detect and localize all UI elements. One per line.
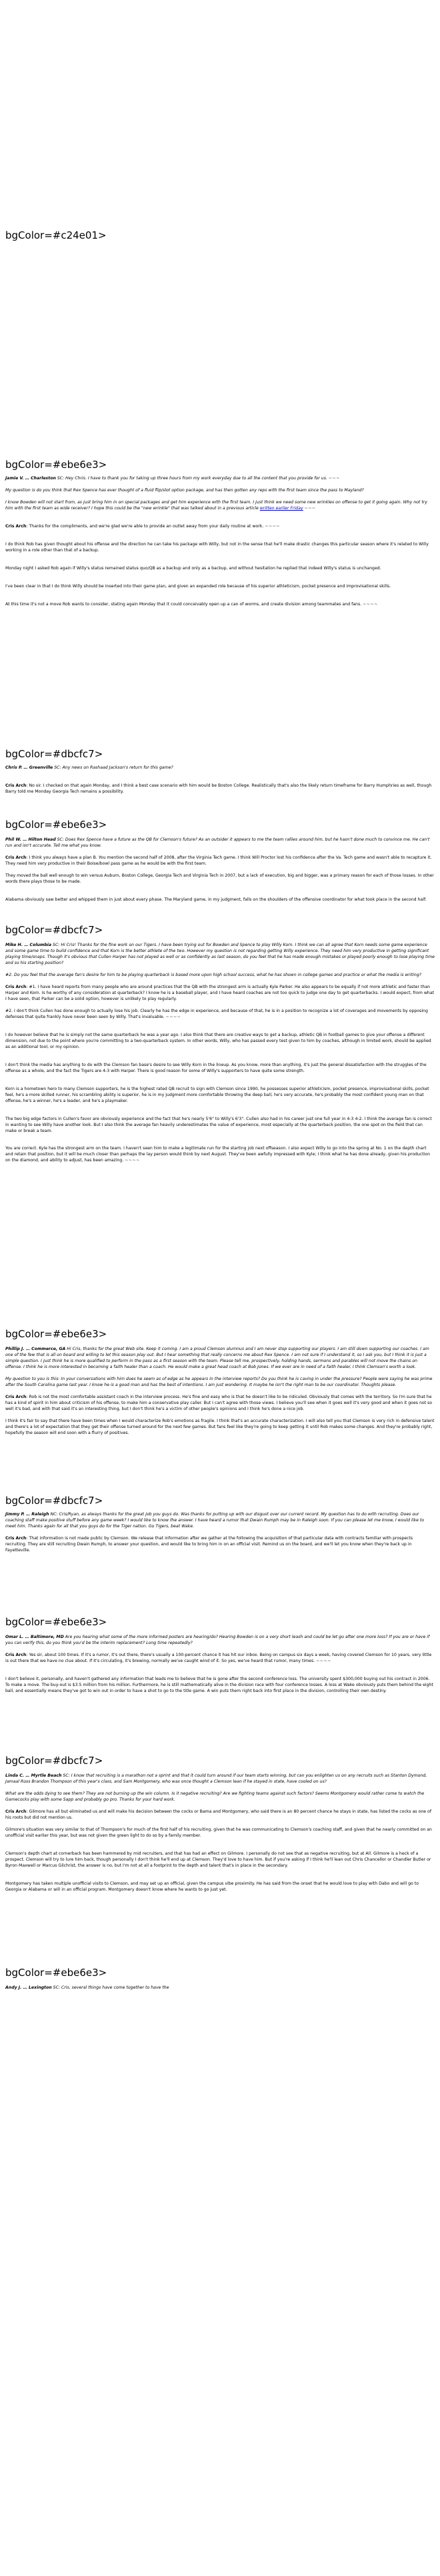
question: Mike H. … Columbia SC: Hi Cris! Thanks for the fine work on our Tigers. I have been trying out for Bowden and Spence to play Willy Korn. I think we can all agree that Korn needs some game experience and some game time to build confidence and that Korn is the better athlete of the two. However my question is not regarding getting Willy experience. They need him very productive in getting significant playing time/snaps. Though it's obvious that Cullen Harper has not played as well or as confidently as last season, do you feel that he has made enough mistakes or played poorly enough to lose playing time and so his starting position? — [5, 943, 435, 965]
qa-block-2 — [0, 765, 440, 795]
answer: Cris Arch: Thanks for the compliments, and we're glad we're able to provide an outlet away from your daily routine at work. ~~~~ — [5, 523, 281, 529]
bgcolor-heading-4 — [5, 820, 107, 830]
asker-name: Chris P. … Greenville — [5, 765, 53, 770]
bgcolor-heading-6 — [5, 1329, 107, 1339]
bgcolor-heading-1 — [5, 231, 107, 241]
answer-paragraph: Alabama obviously saw better and whipped them in just about every phase. The Maryland game, in my judgment, falls on the shoulders of the offensive coordinator for what took place in the second half. — [5, 897, 427, 902]
bgcolor-text: bgColor=#dbcfc7> — [5, 1495, 103, 1507]
qa-block-8 — [0, 1773, 440, 1893]
answer-paragraph: Montgomery has taken multiple unofficial visits to Clemson, and may set up an official, given the campus vibe proximity. He has said from the onset that he would love to play with Dabo and will go to Georgia or Alabama or will in an official program. Montgomery doesn't know where he wants to go just yet. — [5, 1881, 419, 1892]
question-continued: What are the odds dying to see them? They are not burning up the win column. Is it negative recruiting? Are we fighting teams against such factors? Seems Montgomery would rather come to watch the Gamecocks play with some Sapp and probably go pro. Thanks for your hard work. — [5, 1791, 425, 1802]
article-link[interactable]: written earlier Friday — [259, 505, 303, 511]
qa-block-9 — [0, 1985, 440, 1991]
bgcolor-text: bgColor=#dbcfc7> — [5, 924, 103, 936]
answer: Cris Arch: Gilmore has all but eliminated us and will make his decision between the cocks or Bama and Montgomery, who said there is an 80 percent chance he stays in state, has listed the cocks as one of his roots but did not mention us. — [5, 1809, 432, 1820]
answer-paragraph: Clemson's depth chart at cornerback has been hammered by mid recruiters, and that has had an effect on Gilmore. I personally do not see that as negative recruiting, but at All. Gilmore is a heck of a prospect. Clemson will try to lure him back, though personally I don't think he'll end up at Clemson. They'd love to have him. But if you're asking if I think he'll lean out Chris Chancellor or Chandler Butler or Byron Maxwell or Marcus Gilchrist, the answer is no, but I'm not at all a footprint to the depth and talent that's in place in the secondary. — [5, 1851, 431, 1868]
asker-name: Linda C. … Myrtle Beach — [5, 1773, 62, 1778]
bgcolor-text: bgColor=#dbcfc7> — [5, 1755, 103, 1767]
answer-paragraph: Gilmore's situation was very similar to that of Thompson's for much of the first half of his recruiting, given that he was communicating to Clemson's coaching staff, and given that he nearly committed on an unofficial visit earlier this year, but was not given the green light to do so by a family member. — [5, 1827, 432, 1838]
answerer-name: Cris Arch — [5, 1809, 27, 1814]
question-continued: #2. Do you feel that the average fan's desire for him to be playing quarterback is based more upon high school success, what he has shown in college games and practice or what the media is writing? — [5, 972, 422, 977]
answer-paragraph: Monday night I asked Rob again if Willy's status remained status quo/QB as a backup and only as a backup, and without hesitation he replied that indeed Willy's status is unchanged. — [5, 565, 381, 571]
answerer-name: Cris Arch — [5, 984, 27, 989]
question: Jimmy P. … Raleigh NC: Cris/Ryan, as always thanks for the great job you guys do. Was thanks for putting up with our disgust over our current record. My question has to do with recruiting. Does our coaching staff make positive stuff before any game week? I would like to know the answer. I have heard a rumor that Dwain Rumph may be in Raleigh soon. If you can please let me know, I would like to meet him. Thanks again for all that you guys do for the Tiger nation. Go Tigers, beat Wake. — [5, 1512, 425, 1529]
answerer-name: Cris Arch — [5, 855, 27, 860]
question-continued: My question is do you think that Rex Spence has ever thought of a fluid flip/slot option package, and has then gotten any reps with the first team since the pass to Mayland? — [5, 487, 364, 493]
question: Chris P. … Greenville SC: Any news on Rashaad Jackson's return for this game? — [5, 765, 173, 770]
answer-paragraph: I think it's fair to say that there have been times when I would characterize Rob's emotions as fragile. I think that's an accurate characterization. I will also tell you that Clemson is very rich in defensive talent and there's a lot of expectation that they get their offense turned around for the next few games. But fans feel like they're going to keep getting it until Rob makes some changes. And they're probably right, hopefully the season will end soon with a flurry of positives. — [5, 1418, 435, 1435]
qa-block-7 — [0, 1635, 440, 1695]
question: Phillip J. … Commerce, GA Hi Cris, thanks for the great Web site. Keep it coming. I am a proud Clemson alumnus and I am never stop supporting our players. I am still down supporting our coaches. I am one of the few that is all on board and willing to let this season play out. But I hear something that really concerns me about Rex Spence. I am not sure if I understand it, so I ask you, but I think it is just a simple question. I just think he is more qualified to perform in the pass as a first season with the team. Please tell me, prospectively, holding hands, sermons and parables will not move the chains on offense. I think he is more interested in becoming a faith healer than a coach. He would make a great head coach at Bob Jones. If we ever are in need of a faith healer, I think Clemson's worth a look. — [5, 1347, 429, 1369]
answer: Cris Arch: That information is not made public by Clemson. We release that information after we gather at the following the acquisition of that particular data with contracts familiar with prospects recruiting. They are still recruiting Dwain Rumph, to answer your question, and would like to bring him in on an official visit. Remind us on the board, and we'll let you know when they're back up in Fayetteville. — [5, 1535, 413, 1553]
answer: Cris Arch: #1. I have heard reports from many people who are around practices that the QB with the strongest arm is actually Kyle Parker. He also appears to be equally if not more athletic and faster than Harper and Korn. Is he worthy of any consideration at quarterback? I know he is a baseball player, and I have heard coaches are not too quick to judge one day to get quarterbacks. I would expect, from what I have seen, that Parker can be a solid option, however is unlikely to play regularly. — [5, 984, 435, 1001]
answerer-name: Cris Arch — [5, 1394, 27, 1399]
answerer-name: Cris Arch — [5, 1652, 27, 1657]
bgcolor-heading-8 — [5, 1617, 107, 1627]
answer-paragraph: #2. I don't think Cullen has done enough to actually lose his job. Clearly he has the edge in experience, and because of that, he is in a position to recognize a lot of coverages and movements by opposing defenses that quite frankly have never been seen by Willy. That's invaluable. ~~~~ — [5, 1008, 428, 1019]
answerer-name: Cris Arch — [5, 783, 27, 788]
bgcolor-heading-7 — [5, 1496, 103, 1506]
bgcolor-text: bgColor=#ebe6e3> — [5, 1616, 107, 1628]
question-text: SC: Hey Chris. I have to thank you for taking up three hours from my work everyday due to all the content that you provide for us. — [57, 476, 327, 481]
answer-paragraph: Korn is a hometown hero to many Clemson supporters, he is the highest rated QB recruit to sign with Clemson since 1990, he possesses superior athleticism, pocket presence, improvisational skills, pocket feel, he's a more skilled runner, his scrambling ability is superior, he is in my judgment more comfortable throwing the deep ball, he's very accurate, he's probably the most confident young man on that offense, he's a winner, he's a leader, and he's a playmaker. — [5, 1086, 429, 1103]
qa-block-5 — [0, 1347, 440, 1437]
answer-paragraph: You are correct. Kyle has the strongest arm on the team. I haven't seen him to make a legitimate run for the starting job next offseason. I also expect Willy to go into the spring at No. 1 on the depth chart and retain that position, but it will be much closer than perhaps the lay person would think by next August. They've been awfully impressed with Kyle; I think what he has done already, given his production on the diamond, and ability to adjust, has been amazing. ~~~~ — [5, 1146, 431, 1163]
answer: Cris Arch: No sir. I checked on that again Monday, and I think a best case scenario with him would be Boston College. Realistically that's also the likely return timeframe for Barry Humphries as well, though Barry told me Monday Georgia Tech remains a possibility. — [5, 783, 432, 794]
answer-paragraph: I've been clear in that I do think Willy should be inserted into their game plan, and given an expanded role because of his superior athleticism, pocket presence and improvisational skills. — [5, 583, 391, 589]
bgcolor-text: bgColor=#c24e01> — [5, 229, 107, 241]
question: Omar L. … Baltimore, MD Are you hearing what some of the more informed posters are hearing/do? Hearing Bowden is on a very short leash and could be let go after one more loss? If you are or have if you can verify this, do you think you'd be the interim replacement? Long time repeatedly? — [5, 1635, 430, 1645]
answer-paragraph: I do however believe that he is simply not the same quarterback he was a year ago. I also think that there are creative ways to get a backup, athletic QB in football games to give your offense a different dimension, not due to the point where you're committing to a two-quarterback system. In other words, Willy, who has passed every test given to him by coaches, although in limited work, should be applied as an additional tool, or my opinion. — [5, 1032, 431, 1049]
asker-name: Phillip J. … Commerce, GA — [5, 1347, 66, 1351]
answerer-name: Cris Arch — [5, 1535, 27, 1541]
question: Andy J. … Lexington SC: Cris, several things have come together to have the — [5, 1985, 169, 1990]
separator: ~~~ — [328, 476, 340, 481]
bgcolor-text: bgColor=#ebe6e3> — [5, 1967, 107, 1979]
asker-name: Mike H. … Columbia — [5, 943, 52, 947]
answer-paragraph: I do think Rob has given thought about his offense and the direction he can take his package with Willy, but not in the sense that he'll make drastic changes this particular season where it's related to Willy working in a role other than that of a backup. — [5, 541, 429, 553]
asker-name: Jimmy P. … Raleigh — [5, 1512, 49, 1517]
question — [5, 476, 435, 482]
bgcolor-text: bgColor=#dbcfc7> — [5, 748, 103, 760]
asker-name: Phil W. … Hilton Head — [5, 837, 56, 842]
question: Phil W. … Hilton Head SC: Does Rex Spence have a future as the QB for Clemson's future? As an outsider it appears to me the team rallies around him, but he hasn't done much to convince me. He can't run and isn't accurate. Tell me what you know. — [5, 837, 430, 848]
answer: Cris Arch: Yes sir, about 100 times. If it's a rumor, it's out there, there's usually a 100-percent chance it has hit our inbox. Being on campus six days a week, having covered Clemson for 10 years, very little is out there that we have no clue about. If it's circulating, it's brewing, normally we've caught wind of it. So yes, we've heard that rumor, many times. ~~~~ — [5, 1652, 432, 1663]
answer-text: Thanks for the compliments, and we're glad we're able to provide an outlet away from your daily routine at work. — [29, 523, 264, 529]
asker-name: Jamie V. … Charleston — [5, 476, 56, 481]
asker-name: Omar L. … Baltimore, MD — [5, 1635, 64, 1639]
qa-block-1 — [0, 476, 440, 608]
answer-paragraph: The two big edge factors in Cullen's favor are obviously experience and the fact that he's nearly 5'6" to Willy's 6'3". Cullen also had in his career just one full year in 4-3 4-2. I think the average fan is correct in wanting to see Willy have another look. But I also think the average fan heavily underestimates the value of experience, most especially at the quarterback position, the one spot on the field that can make or break a team. — [5, 1116, 432, 1133]
asker-name: Andy J. … Lexington — [5, 1985, 52, 1990]
bgcolor-text: bgColor=#ebe6e3> — [5, 459, 107, 471]
answer-paragraph: They moved the ball well enough to win versus Auburn, Boston College, Georgia Tech and Virginia Tech in 2007, but a lack of execution, big and bigger, was a primary reason for each of those losses. In other words there plays those to be made. — [5, 873, 434, 884]
bgcolor-heading-3 — [5, 749, 103, 759]
answer-paragraph: I don't think the media has anything to do with the Clemson fan base's desire to see Willy Korn in the lineup. As you know, more than anything, it's just the general dissatisfaction with the struggles of the offense as a whole, and the fact the Tigers are 4-3 with Harper. There is good reason for some of Willy's supporters to have quite some strength. — [5, 1062, 427, 1073]
bgcolor-heading-5 — [5, 925, 103, 935]
bgcolor-heading-10 — [5, 1968, 107, 1978]
bgcolor-text: bgColor=#ebe6e3> — [5, 1328, 107, 1340]
bgcolor-heading-2 — [5, 460, 107, 470]
answer: Cris Arch: I think you always have a plan B. You mention the second half of 2008, after the Virginia Tech game. I think Will Proctor lost his confidence after the Va. Tech game and wasn't able to recapture it. They need him very productive in their Boise/bowl pass game as he would be with the first team. — [5, 855, 432, 866]
question-continued: My question to you is this: In your conversations with him does he seem as of edge as he appears in the interview reports? Do you think he is caving in under the pressure? People were saying he was prime after the South Carolina game last year. I know he is a good man and has the best of intentions. I am just wondering. It maybe he isn't the right man to be our coordinator. Thoughts please. — [5, 1376, 433, 1387]
bgcolor-heading-9 — [5, 1756, 103, 1766]
qa-block-4 — [0, 943, 440, 1164]
answer: Cris Arch: Rob is not the most comfortable assistant coach in the interview process. He's fine and easy who is that he doesn't like to be ridiculed. Obviously that comes with the territory. So I'm sure that he has a kind of spirit in him about criticism of his offense, to make him a conservative play caller. But I can't agree with those views. I believe you'll see when it goes well it's very good and when it goes not so well it's bad, and with that said it's an interesting thing, but I don't think he's a victim of other people's opinions and I think he's done a nice job. — [5, 1394, 433, 1411]
answer-paragraph: At this time it's not a move Rob wants to consider, stating again Monday that it could conceivably open up a can of worms, and create division among teammates and fans. ~~~~ — [5, 601, 378, 607]
bgcolor-text: bgColor=#ebe6e3> — [5, 819, 107, 831]
answerer-name: Cris Arch — [5, 523, 27, 529]
qa-block-3 — [0, 837, 440, 903]
question-continued: I know Bowden will not start from, as just bring him in on special packages and get him experience with the first team. I just think we need some new wrinkles on offense to get it going again. Why not try him with the first team as wide receiver? I hope this could be the "new wrinkle" that was talked about in a previous article written earlier Friday ~~~ — [5, 499, 427, 511]
answer-paragraph: I don't believe it, personally, and haven't gathered any information that leads me to believe that he is gone after the second conference loss. The university spent $300,000 buying out his contract in 2006. To make a move. The buy-out is $3.5 million from his million. Furthermore, he is still mathematically alive in the division race with four conference losses. A loss at Wake obviously puts them behind the eight ball, and essentially means they've got to win out in order to have a shot to go to the title game. A win puts them right back into first place in the division, controlling their own destiny. — [5, 1676, 433, 1693]
qa-block-6 — [0, 1512, 440, 1554]
question: Linda C. … Myrtle Beach SC: I know that recruiting is a marathon not a sprint and that it could turn around if our team starts winning, but can you enlighten us on any recruits such as Stanton Dymond, Jamaal Ross Brandon Thompson of this year's class, and Sam Montgomery, who was once thought a Clemson lean if he stayed in state, have cooled on us? — [5, 1773, 427, 1784]
